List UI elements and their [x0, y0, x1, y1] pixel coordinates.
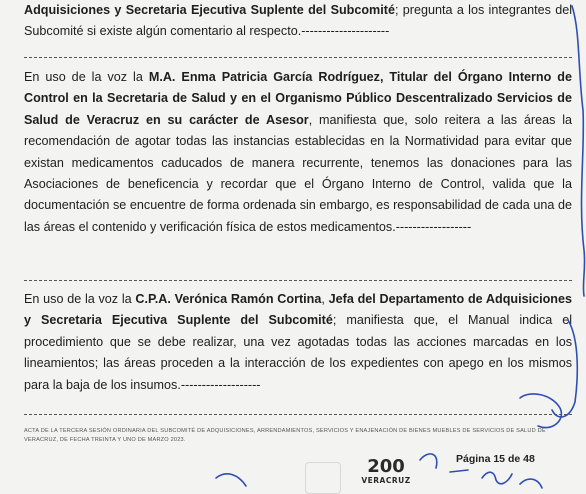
footer-note: ACTA DE LA TERCERA SESIÓN ORDINARIA DEL SUBCOMITÉ DE ADQUISICIONES, ARRENDAMIENTOS, SERVICIOS Y ENAJENACIÓN DE BIENES MUEBLES DE SERVICIOS DE SALUD DE VERACRUZ, DE FECHA TREINTA Y UNO DE MARZO 2023.: [24, 428, 546, 443]
logo-number: 200: [367, 456, 405, 477]
text-segment: ; pregunta a los integrantes del Subcomité si existe algún comentario al respecto.---------------------: [24, 3, 572, 39]
signature-stroke-right-top: [572, 6, 585, 296]
signature-stroke-bottom-right: [520, 394, 561, 428]
paragraph-3: [24, 289, 572, 396]
veracruz-logo: [356, 458, 416, 490]
logo-text: VERACRUZ: [361, 476, 411, 485]
seal-image: [305, 462, 341, 494]
page-number: Página 15 de 48: [456, 453, 535, 465]
bold-text-segment: Jefa del Departamento de Adquisiciones y Secretaria Ejecutiva Suplente del Subcomité: [24, 292, 572, 328]
paragraph-2: [24, 67, 572, 238]
bold-text-segment: M.A. Enma Patricia García Rodríguez, Titular del Órgano Interno de Control en la Secretaria de Salud y en el Organismo Público Descentralizado Servicios de Salud de Veracruz en su carácter de Asesor: [24, 70, 572, 127]
dashed-separator: [24, 57, 572, 58]
text-segment: En uso de la voz la: [24, 292, 136, 306]
signature-stroke-left: [216, 474, 246, 486]
text-segment: ; manifiesta que, el Manual indica el procedimiento que se debe realizar, una vez agotadas todas las acciones marcadas en los lineamientos; las áreas proceden a la interacción de los expedientes con apego en los mismos para la baja de los insumos.-------------------: [24, 313, 573, 392]
bold-text-segment: Adquisiciones y Secretaria Ejecutiva Suplente del Subcomité: [24, 3, 395, 17]
bold-text-segment: C.P.A. Verónica Ramón Cortina: [135, 292, 322, 306]
paragraph-1: [24, 0, 572, 43]
text-segment: En uso de la voz la: [24, 70, 149, 84]
text-segment: , manifiesta que, solo reitera a las áreas la recomendación de agotar todas las instancias establecidas en la Normatividad para evitar que existan medicamentos caducados de manera recurrente, tenemos las donaciones para las Asociaciones de beneficencia y recordar que el Órgano Interno de Control, valida que la documentación se encuentre de forma ordenada sin embargo, es responsabilidad de cada una de las áreas el contenido y verificación física de estos medicamentos.------------------: [24, 112, 573, 234]
text-segment: ,: [321, 292, 329, 306]
dashed-separator: [24, 280, 572, 281]
dashed-separator: [24, 414, 572, 415]
